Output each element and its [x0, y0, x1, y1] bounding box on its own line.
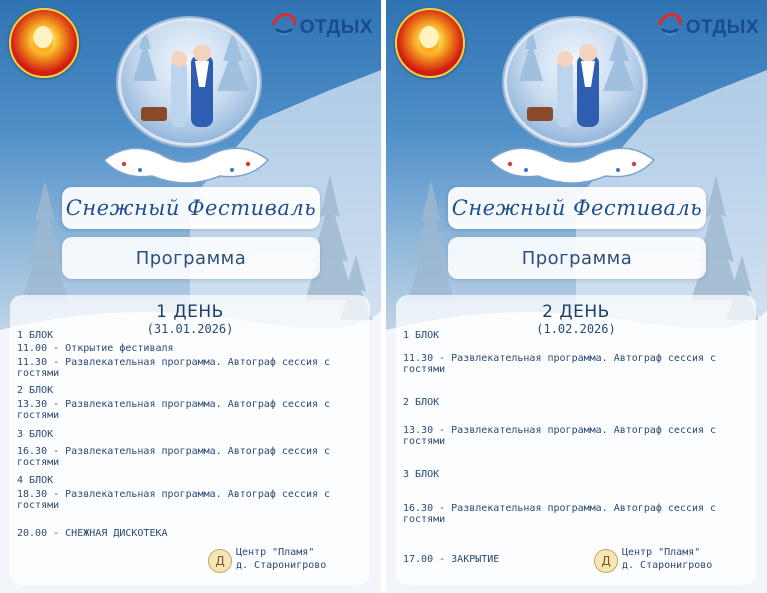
schedule-panel-day-2	[396, 295, 756, 585]
schedule-line: 18.30 - Развлекательная программа. Автограф сессия с гостями	[17, 489, 337, 511]
otdyh-logo-text: ОТДЫХ	[685, 17, 759, 38]
venue-village: д. Старонигрово	[622, 560, 713, 571]
schedule-line: 3 БЛОК	[403, 469, 440, 480]
day-date: (31.01.2026)	[146, 322, 234, 336]
festival-title-banner	[62, 187, 320, 229]
ded-moroz-snegurochka-illustration	[504, 18, 646, 146]
festival-title: Снежный Фестиваль	[451, 196, 703, 220]
location-pin-icon: Д	[208, 549, 232, 573]
venue-info	[208, 545, 368, 577]
schedule-line: 4 БЛОК	[17, 475, 54, 486]
otdyh-logo	[270, 10, 373, 38]
otdyh-logo-text: ОТДЫХ	[299, 17, 373, 38]
schedule-panel-day-1	[10, 295, 370, 585]
otdyh-swirl-icon	[270, 11, 298, 37]
frost-ornament	[486, 130, 658, 194]
festival-flame-logo	[395, 8, 465, 78]
schedule-line: 11.30 - Развлекательная программа. Автограф сессия с гостями	[403, 353, 723, 375]
festival-flame-logo	[9, 8, 79, 78]
program-label: Программа	[135, 247, 247, 269]
frost-ornament	[100, 130, 272, 194]
day-heading: 2 ДЕНЬ	[542, 302, 610, 322]
schedule-line: 1 БЛОК	[403, 330, 440, 341]
otdyh-logo	[656, 10, 759, 38]
venue-info	[594, 545, 754, 577]
festival-title: Снежный Фестиваль	[65, 196, 317, 220]
poster-day-2	[386, 0, 767, 593]
schedule-line: 16.30 - Развлекательная программа. Автограф сессия с гостями	[17, 446, 337, 468]
schedule-line: 13.30 - Развлекательная программа. Автограф сессия с гостями	[403, 425, 723, 447]
schedule-line: 20.00 - СНЕЖНАЯ ДИСКОТЕКА	[17, 528, 168, 539]
day-date: (1.02.2026)	[536, 322, 616, 336]
schedule-line: 13.30 - Развлекательная программа. Автограф сессия с гостями	[17, 399, 337, 421]
festival-title-banner	[448, 187, 706, 229]
ded-moroz-snegurochka-illustration	[118, 18, 260, 146]
venue-name: Центр "Пламя"	[622, 547, 701, 558]
day-heading: 1 ДЕНЬ	[156, 302, 224, 322]
poster-day-1	[0, 0, 381, 593]
schedule-line: 16.30 - Развлекательная программа. Автограф сессия с гостями	[403, 503, 723, 525]
schedule-line: 11.00 - Открытие фестиваля	[17, 343, 174, 354]
venue-village: д. Старонигрово	[236, 560, 327, 571]
schedule-line: 3 БЛОК	[17, 429, 54, 440]
otdyh-swirl-icon	[656, 11, 684, 37]
schedule-line: 2 БЛОК	[403, 397, 440, 408]
program-banner	[62, 237, 320, 279]
venue-name: Центр "Пламя"	[236, 547, 315, 558]
schedule-line: 17.00 - ЗАКРЫТИЕ	[403, 554, 500, 565]
schedule-line: 2 БЛОК	[17, 385, 54, 396]
schedule-line: 1 БЛОК	[17, 330, 54, 341]
program-label: Программа	[521, 247, 633, 269]
schedule-line: 11.30 - Развлекательная программа. Автограф сессия с гостями	[17, 357, 337, 379]
program-banner	[448, 237, 706, 279]
location-pin-icon: Д	[594, 549, 618, 573]
